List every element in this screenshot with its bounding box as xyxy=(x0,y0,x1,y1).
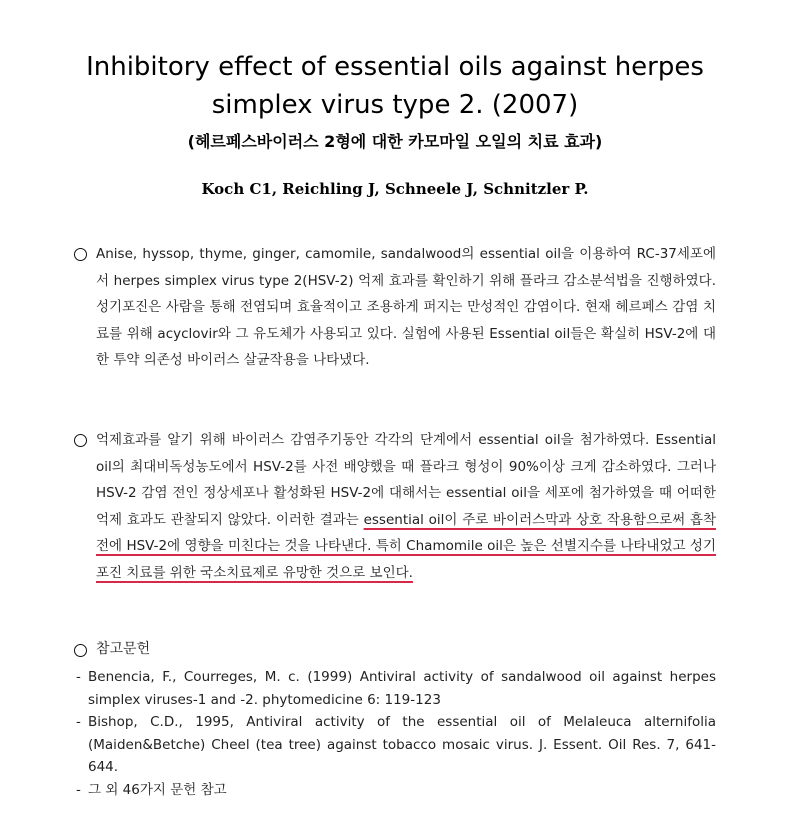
authors-line: Koch C1, Reichling J, Schneele J, Schnitzler P. xyxy=(201,180,589,198)
paragraph-2-plain-text: 억제효과를 알기 위해 바이러스 감염주기동안 각각의 단계에서 essential oil을 첨가하였다. Essential oil의 최대비독성농도에서 HSV-2를 사전 배양했을 때 플라크 형성이 90%이상 크게 감소하였다. 그러나 HSV-2 감염 전인 정상세포나 활성화된 HSV-2에 대해서는 essential oil을 세포에 첨가하였을 때 어떠한 억제 효과도 관찰되지 않았다. 이러한 결과는 xyxy=(96,432,716,528)
circle-bullet-icon xyxy=(74,644,87,657)
dash-bullet: - xyxy=(76,714,81,730)
reference-text: Benencia, F., Courreges, M. c. (1999) Antiviral activity of sandalwood oil against herpes simplex viruses-1 and -2. phytomedicine 6: 119-123 xyxy=(88,669,716,708)
dash-bullet: - xyxy=(76,782,81,798)
abstract-paragraph-1: Anise, hyssop, thyme, ginger, camomile, sandalwood의 essential oil을 이용하여 RC-37세포에서 herpes simplex virus type 2(HSV-2) 억제 효과를 확인하기 위해 플라크 감소분석법을 진행하였다. 성기포진은 사람을 통해 전염되며 효율적이고 조용하게 퍼지는 만성적인 감염이다. 현재 헤르페스 감염 치료를 위해 acyclovir와 그 유도체가 사용되고 있다. 실험에 사용된 Essential oil들은 확실히 HSV-2에 대한 투약 의존성 바이러스 살균작용을 나타냈다. xyxy=(96,246,716,368)
circle-bullet-icon xyxy=(74,248,87,261)
references-heading: 참고문헌 xyxy=(96,641,151,657)
circle-bullet-icon xyxy=(74,434,87,447)
korean-subtitle: (헤르페스바이러스 2형에 대한 카모마일 오일의 치료 효과) xyxy=(187,132,603,151)
dash-bullet: - xyxy=(76,669,81,685)
reference-text: 그 외 46가지 문헌 참고 xyxy=(88,782,227,798)
abstract-paragraph-2 xyxy=(96,427,716,586)
reference-item xyxy=(76,779,716,802)
document-title-line-2: simplex virus type 2. (2007) xyxy=(211,90,579,120)
reference-item xyxy=(76,711,716,779)
document-title-line-1: Inhibitory effect of essential oils against herpes xyxy=(86,52,704,82)
reference-text: Bishop, C.D., 1995, Antiviral activity of the essential oil of Melaleuca alternifolia (Maiden&Betche) Cheel (tea tree) against tobacco mosaic virus. J. Essent. Oil Res. 7, 641-644. xyxy=(88,714,716,775)
underlined-conclusion-text: essential oil이 주로 바이러스막과 상호 작용함으로써 흡착 전에 HSV-2에 영향을 미친다는 것을 나타낸다. 특히 Chamomile oil은 높은 선별지수를 나타내었고 성기포진 치료를 위한 국소치료제로 유망한 것으로 보인다. xyxy=(96,511,716,581)
reference-item xyxy=(76,666,716,711)
